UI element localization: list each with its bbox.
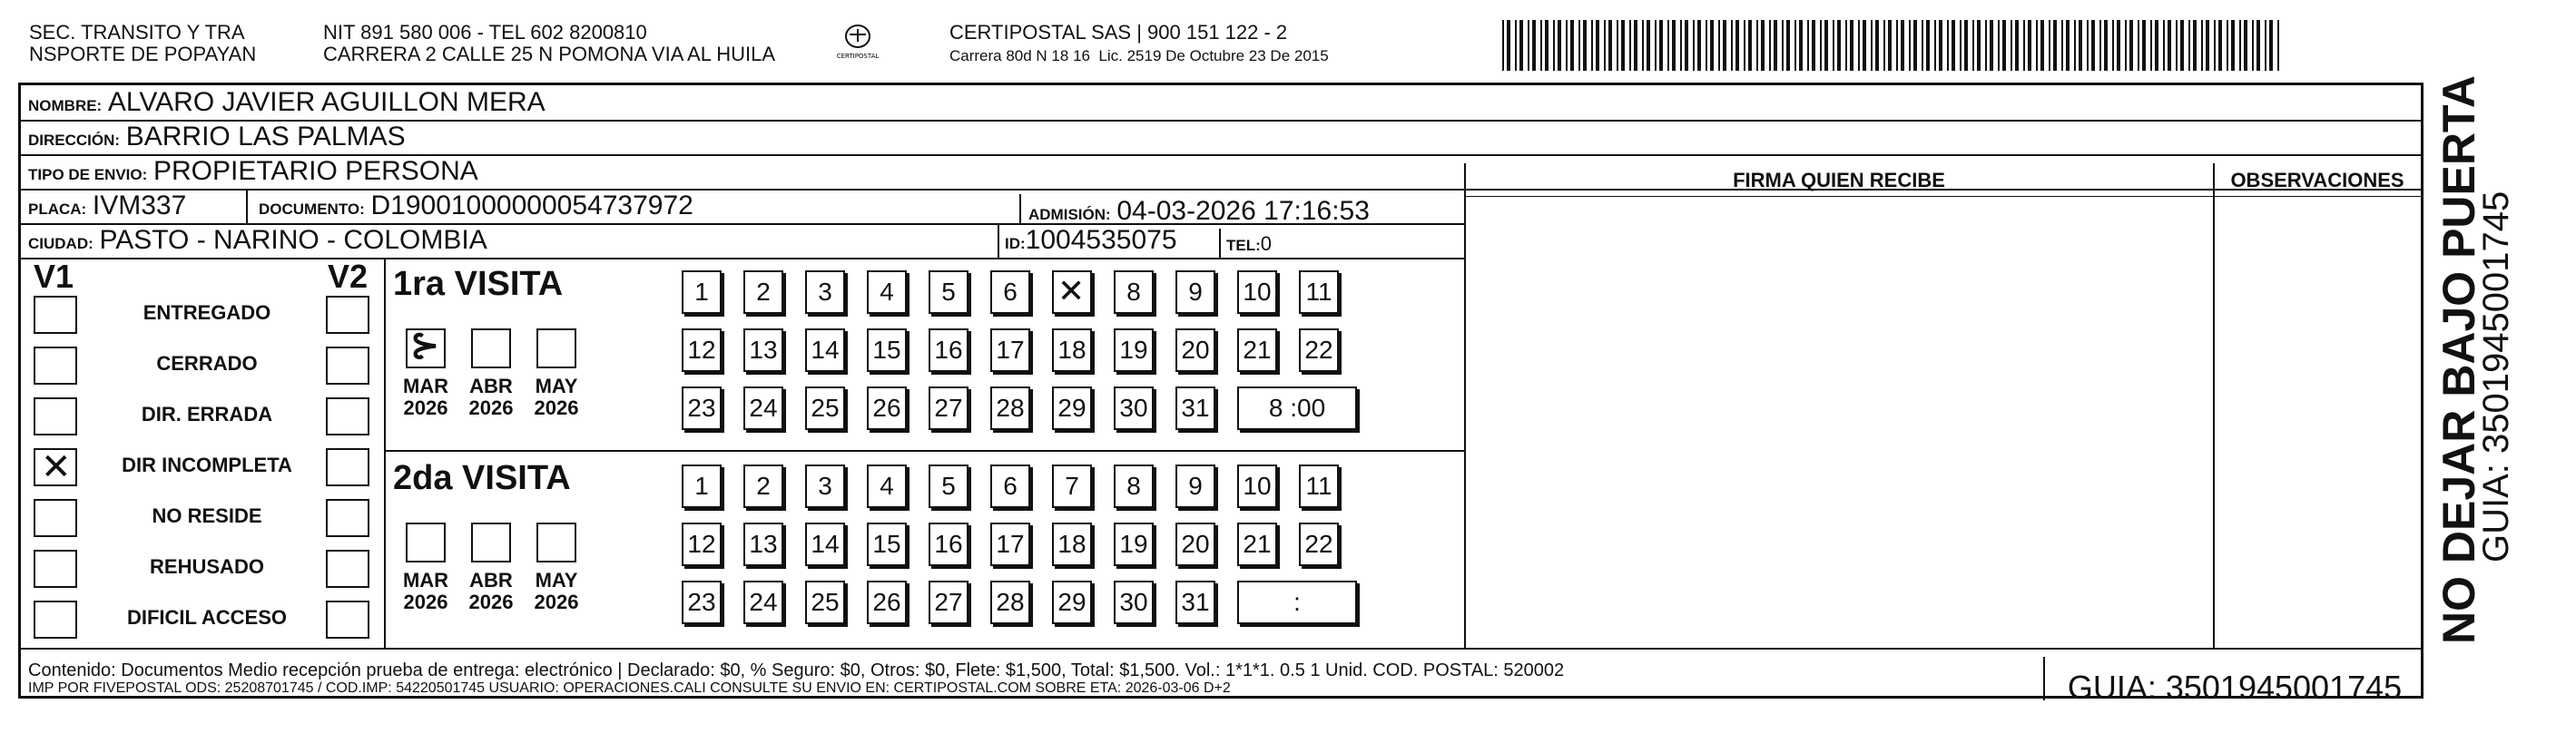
day-box[interactable]: 12 [682, 523, 722, 566]
day-box[interactable]: 28 [990, 581, 1030, 624]
certipostal-logo [835, 22, 880, 62]
day-box[interactable]: 9 [1175, 270, 1215, 314]
svg-text:CERTIPOSTAL: CERTIPOSTAL [836, 53, 880, 60]
day-box[interactable]: 19 [1114, 523, 1154, 566]
day-box[interactable]: 4 [867, 465, 907, 508]
day-box[interactable]: 22 [1299, 523, 1339, 566]
day-box[interactable]: 3 [805, 270, 845, 314]
day-box[interactable]: 8 [1114, 465, 1154, 508]
v2-checkbox[interactable] [326, 601, 369, 639]
v2-checkbox[interactable] [326, 448, 369, 486]
day-box[interactable]: 29 [1052, 386, 1092, 430]
month-checkbox[interactable] [536, 523, 576, 562]
admision-cell: ADMISIÓN: 04-03-2026 17:16:53 [1028, 196, 1370, 226]
barcode [1502, 20, 2283, 71]
no-dejar-warning: NO DEJAR BAJO PUERTA [2433, 75, 2484, 644]
sender-contact: NIT 891 580 006 - TEL 602 8200810 CARRERA 2 CALLE 25 N POMONA VIA AL HUILA [323, 21, 776, 65]
company-name: CERTIPOSTAL SAS | 900 151 122 - 2 [949, 21, 1288, 44]
day-box[interactable]: 26 [867, 581, 907, 624]
v1-checkbox[interactable] [34, 397, 77, 435]
status-label: DIR INCOMPLETA [122, 454, 292, 476]
month-checkbox[interactable] [406, 325, 446, 368]
delivery-card [18, 83, 2424, 706]
documento-cell: DOCUMENTO: D19001000000054737972 [259, 191, 693, 220]
day-box[interactable]: 13 [743, 328, 783, 372]
footer-guia: GUIA: 3501945001745 [2067, 669, 2403, 706]
day-box[interactable]: 8 [1114, 270, 1154, 314]
day-box[interactable]: 23 [682, 581, 722, 624]
day-box[interactable]: 26 [867, 386, 907, 430]
day-box[interactable]: 18 [1052, 328, 1092, 372]
status-label: DIFICIL ACCESO [126, 606, 287, 629]
tipo-envio-value: PROPIETARIO PERSONA [152, 156, 478, 186]
day-box[interactable]: 18 [1052, 523, 1092, 566]
v2-checkbox[interactable] [326, 347, 369, 385]
month-label: MAR 2026 [402, 375, 449, 419]
observaciones-area[interactable] [2215, 198, 2420, 647]
v1-checkbox[interactable] [34, 347, 77, 385]
month-checkbox[interactable] [536, 328, 576, 368]
month-label: MAR 2026 [402, 569, 449, 613]
day-box[interactable]: 11 [1299, 270, 1339, 314]
v1-checkbox[interactable] [34, 448, 77, 486]
check-mark-icon: ✕ [41, 446, 72, 488]
day-box[interactable]: 21 [1237, 523, 1277, 566]
v1-checkbox[interactable] [34, 296, 77, 334]
day-box[interactable]: 12 [682, 328, 722, 372]
day-box[interactable]: 16 [929, 523, 968, 566]
day-box[interactable]: 1 [682, 465, 722, 508]
visit-title: 2da VISITA [393, 459, 571, 497]
day-box[interactable]: 6 [990, 270, 1030, 314]
v2-checkbox[interactable] [326, 397, 369, 435]
status-label: CERRADO [156, 352, 258, 375]
day-box[interactable]: 25 [805, 581, 845, 624]
day-box[interactable]: 15 [867, 523, 907, 566]
status-label: NO RESIDE [152, 504, 262, 527]
day-box[interactable]: 6 [990, 465, 1030, 508]
v2-checkbox[interactable] [326, 499, 369, 537]
day-box[interactable]: 23 [682, 386, 722, 430]
day-box[interactable]: 4 [867, 270, 907, 314]
month-label: MAY 2026 [534, 375, 579, 419]
day-box[interactable]: 29 [1052, 581, 1092, 624]
day-box[interactable]: 10 [1237, 270, 1277, 314]
id-cell: ID:1004535075 [1005, 225, 1177, 255]
day-box[interactable]: 14 [805, 328, 845, 372]
day-box[interactable]: 16 [929, 328, 968, 372]
day-box[interactable]: 5 [929, 465, 968, 508]
direccion-row: DIRECCIÓN: BARRIO LAS PALMAS [28, 122, 406, 152]
month-label: ABR 2026 [468, 375, 514, 419]
day-box[interactable]: 27 [929, 581, 968, 624]
check-mark-icon: ✕ [1057, 273, 1086, 310]
nombre-row: NOMBRE: ALVARO JAVIER AGUILLON MERA [28, 87, 546, 117]
nombre-value: ALVARO JAVIER AGUILLON MERA [107, 87, 546, 117]
day-box[interactable]: 28 [990, 386, 1030, 430]
day-box[interactable]: 13 [743, 523, 783, 566]
company-address: Carrera 80d N 18 16 Lic. 2519 De Octubre 23 De 2015 [949, 47, 1329, 64]
day-box[interactable]: 11 [1299, 465, 1339, 508]
day-box[interactable]: 27 [929, 386, 968, 430]
day-box[interactable]: 2 [743, 270, 783, 314]
day-box[interactable]: 15 [867, 328, 907, 372]
day-box[interactable]: 5 [929, 270, 968, 314]
day-box[interactable]: 21 [1237, 328, 1277, 372]
day-box[interactable]: 20 [1175, 523, 1215, 566]
month-label: MAY 2026 [534, 569, 579, 613]
firma-header: FIRMA QUIEN RECIBE [1733, 169, 1945, 191]
check-mark-icon: ⊱ [409, 325, 440, 367]
v2-checkbox[interactable] [326, 550, 369, 588]
v1-checkbox[interactable] [34, 550, 77, 588]
day-box[interactable] [1052, 270, 1092, 314]
tel-value: 0 [1260, 232, 1273, 255]
observaciones-header: OBSERVACIONES [2230, 169, 2404, 191]
day-box[interactable]: 22 [1299, 328, 1339, 372]
day-box[interactable]: 9 [1175, 465, 1215, 508]
signature-area[interactable] [1466, 198, 2212, 647]
day-box[interactable]: 1 [682, 270, 722, 314]
v1-label: V1 [34, 258, 74, 295]
month-checkbox[interactable] [406, 523, 446, 562]
day-box[interactable]: 14 [805, 523, 845, 566]
status-label: REHUSADO [150, 555, 264, 578]
admision-value: 04-03-2026 17:16:53 [1116, 196, 1370, 226]
day-box[interactable]: 25 [805, 386, 845, 430]
day-box[interactable]: 20 [1175, 328, 1215, 372]
day-box[interactable]: 17 [990, 523, 1030, 566]
day-box[interactable]: 31 [1175, 581, 1215, 624]
sender-name: SEC. TRANSITO Y TRA NSPORTE DE POPAYAN [29, 21, 257, 65]
v2-label: V2 [328, 258, 369, 295]
side-guia: GUIA: 3501945001745 [2476, 191, 2516, 562]
footer-line-2: IMP POR FIVEPOSTAL ODS: 25208701745 / COD.IMP: 54220501745 USUARIO: OPERACIONES.CALI CONSULTE SU ENVIO EN: CERTIPOSTAL.COM SOBRE ETA: 2026-03-06 D+2 [28, 680, 1231, 696]
ciudad-value: PASTO - NARINO - COLOMBIA [99, 225, 487, 255]
v1-checkbox[interactable] [34, 499, 77, 537]
day-box[interactable]: 2 [743, 465, 783, 508]
day-box[interactable]: 3 [805, 465, 845, 508]
placa-cell: PLACA: IVM337 [28, 191, 187, 220]
day-box[interactable]: 30 [1114, 581, 1154, 624]
id-value: 1004535075 [1025, 225, 1177, 255]
time-box[interactable]: : [1237, 581, 1357, 624]
month-checkbox[interactable] [471, 523, 511, 562]
day-box[interactable]: 17 [990, 328, 1030, 372]
day-box[interactable]: 24 [743, 386, 783, 430]
day-box[interactable]: 7 [1052, 465, 1092, 508]
tel-cell: TEL:0 [1226, 232, 1273, 255]
month-label: ABR 2026 [468, 569, 514, 613]
placa-value: IVM337 [92, 191, 187, 220]
status-label: DIR. ERRADA [141, 403, 273, 425]
direccion-value: BARRIO LAS PALMAS [125, 122, 406, 152]
day-box[interactable]: 30 [1114, 386, 1154, 430]
visit-title: 1ra VISITA [393, 265, 564, 303]
time-box[interactable]: 8 :00 [1237, 386, 1357, 430]
status-label: ENTREGADO [143, 301, 271, 324]
footer-line-1: Contenido: Documentos Medio recepción prueba de entrega: electrónico | Declarado: $0, % Seguro: $0, Otros: $0, Flete: $1,500, Total: $1,500. Vol.: 1*1*1. 0.5 1 Unid. COD. POSTAL: 520002 [28, 660, 1565, 680]
day-box[interactable]: 24 [743, 581, 783, 624]
v2-checkbox[interactable] [326, 296, 369, 334]
v1-checkbox[interactable] [34, 601, 77, 639]
month-checkbox[interactable] [471, 328, 511, 368]
tipo-envio-row: TIPO DE ENVIO: PROPIETARIO PERSONA [28, 156, 478, 186]
day-box[interactable]: 10 [1237, 465, 1277, 508]
day-box[interactable]: 19 [1114, 328, 1154, 372]
documento-value: D19001000000054737972 [370, 191, 693, 220]
day-box[interactable]: 31 [1175, 386, 1215, 430]
ciudad-cell: CIUDAD: PASTO - NARINO - COLOMBIA [28, 225, 487, 255]
